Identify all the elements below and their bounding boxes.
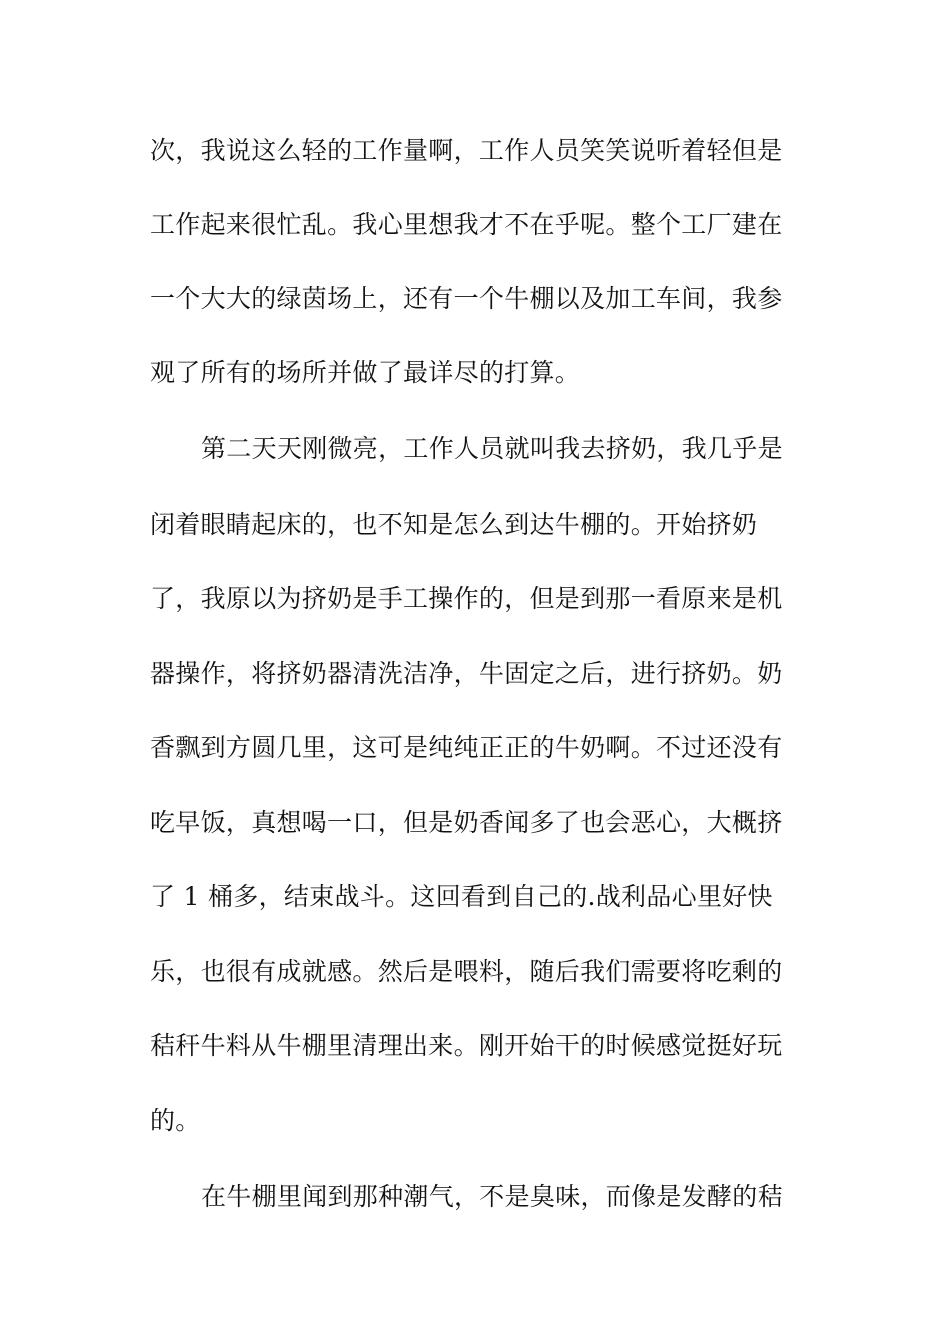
text-line: 了 1 桶多，结束战斗。这回看到自己的.战利品心里好快 xyxy=(150,882,773,911)
text-line: 一个大大的绿茵场上，还有一个牛棚以及加工车间，我参 xyxy=(150,284,783,313)
paragraph-first-line: 第二天天刚微亮，工作人员就叫我去挤奶，我几乎是 xyxy=(201,434,783,463)
text-line: 吃早饭，真想喝一口，但是奶香闻多了也会恶心，大概挤 xyxy=(150,808,783,837)
text-line: 观了所有的场所并做了最详尽的打算。 xyxy=(150,358,581,387)
text-line: 器操作，将挤奶器清洗洁净，牛固定之后，进行挤奶。奶 xyxy=(150,659,783,688)
text-line: 工作起来很忙乱。我心里想我才不在乎呢。整个工厂建在 xyxy=(150,210,783,239)
text-line: 了，我原以为挤奶是手工操作的，但是到那一看原来是机 xyxy=(150,584,783,613)
text-line: 香飘到方圆几里，这可是纯纯正正的牛奶啊。不过还没有 xyxy=(150,733,783,762)
text-line: 次，我说这么轻的工作量啊，工作人员笑笑说听着轻但是 xyxy=(150,136,783,165)
text-line: 乐，也很有成就感。然后是喂料，随后我们需要将吃剩的 xyxy=(150,957,783,986)
text-line: 闭着眼睛起床的，也不知是怎么到达牛棚的。开始挤奶 xyxy=(150,510,758,539)
text-line: 秸秆牛料从牛棚里清理出来。刚开始干的时候感觉挺好玩 xyxy=(150,1031,783,1060)
text-line: 的。 xyxy=(150,1106,201,1135)
paragraph-first-line: 在牛棚里闻到那种潮气，不是臭味，而像是发酵的秸 xyxy=(201,1182,783,1211)
